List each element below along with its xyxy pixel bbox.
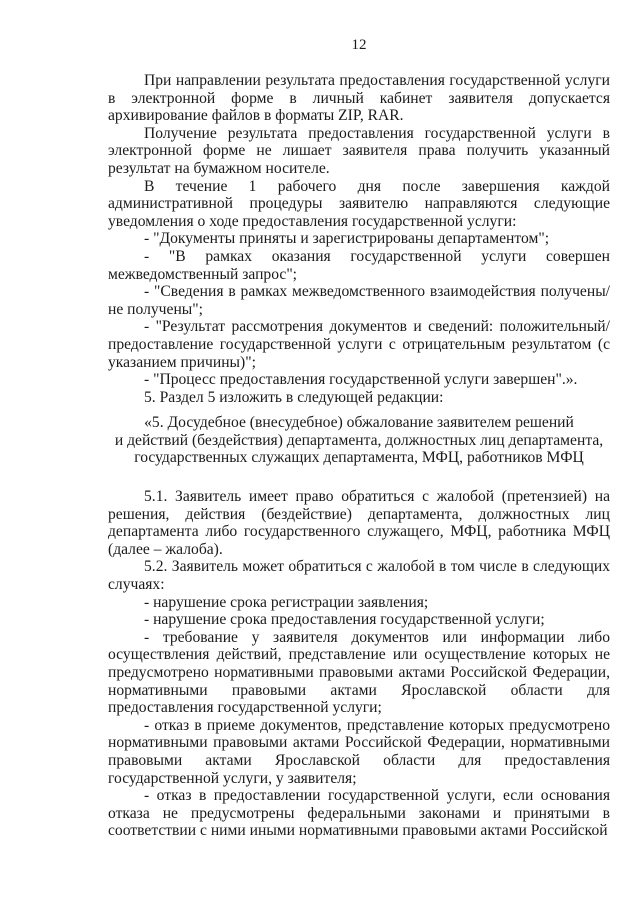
heading-line: и действий (бездействия) департамента, должностных лиц департамента, xyxy=(114,431,604,449)
list-item: - отказ в предоставлении государственной услуги, если основания отказа не предусмотрены федеральными законами и принятыми в соответствии с ними иными нормативными правовыми актами Российской xyxy=(108,787,610,840)
list-item: - "Документы приняты и зарегистрированы департаментом"; xyxy=(144,230,550,248)
page-number: 12 xyxy=(351,37,367,53)
paragraph: В течение 1 рабочего дня после завершения каждой административной процедуры заявителю направляются следующие уведомления о ходе предоставления государственной услуги: xyxy=(108,177,610,230)
list-item: - требование у заявителя документов или информации либо осуществления действий, представление или осуществление которых не предусмотрено нормативными правовыми актами Российской Федерации, нормативными правовыми актами Ярославской области для предоставления государственной услуги; xyxy=(108,628,610,717)
document-page xyxy=(108,0,610,905)
paragraph: Получение результата предоставления государственной услуги в электронной форме не лишает заявителя права получить указанный результат на бумажном носителе. xyxy=(108,124,610,177)
list-item: - нарушение срока регистрации заявления; xyxy=(144,593,429,611)
list-item: - "В рамках оказания государственной услуги совершен межведомственный запрос"; xyxy=(108,247,610,283)
list-item: - "Процесс предоставления государственной услуги завершен".». xyxy=(144,371,578,389)
heading-line: государственных служащих департамента, МФЦ, работников МФЦ xyxy=(134,449,584,467)
section-heading xyxy=(108,414,610,467)
paragraph: 5.2. Заявитель может обратиться с жалобой в том числе в следующих случаях: xyxy=(108,558,610,593)
section-text xyxy=(108,488,610,840)
list-item: - нарушение срока предоставления государственной услуги; xyxy=(144,611,545,629)
body-text xyxy=(108,72,610,406)
paragraph: При направлении результата предоставления государственной услуги в электронной форме в личный кабинет заявителя допускается архивирование файлов в форматы ZIP, RAR. xyxy=(108,72,610,125)
paragraph: 5.1. Заявитель имеет право обратиться с жалобой (претензией) на решения, действия (бездействие) департамента, должностных лиц департамента либо государственного служащего, МФЦ, работника МФЦ (далее – жалоба). xyxy=(108,488,610,558)
list-item: - отказ в приеме документов, представление которых предусмотрено нормативными правовыми актами Российской Федерации, нормативными правовыми актами Ярославской области для предоставления государственной услуги, у заявителя; xyxy=(108,716,610,787)
list-item: - "Сведения в рамках межведомственного взаимодействия получены/не получены"; xyxy=(108,283,610,318)
list-item: - "Результат рассмотрения документов и сведений: положительный/предоставление государственной услуги с отрицательным результатом (с указанием причины)"; xyxy=(108,318,610,371)
heading-line: «5. Досудебное (внесудебное) обжалование заявителем решений xyxy=(144,414,574,431)
paragraph: 5. Раздел 5 изложить в следующей редакции: xyxy=(144,388,444,406)
